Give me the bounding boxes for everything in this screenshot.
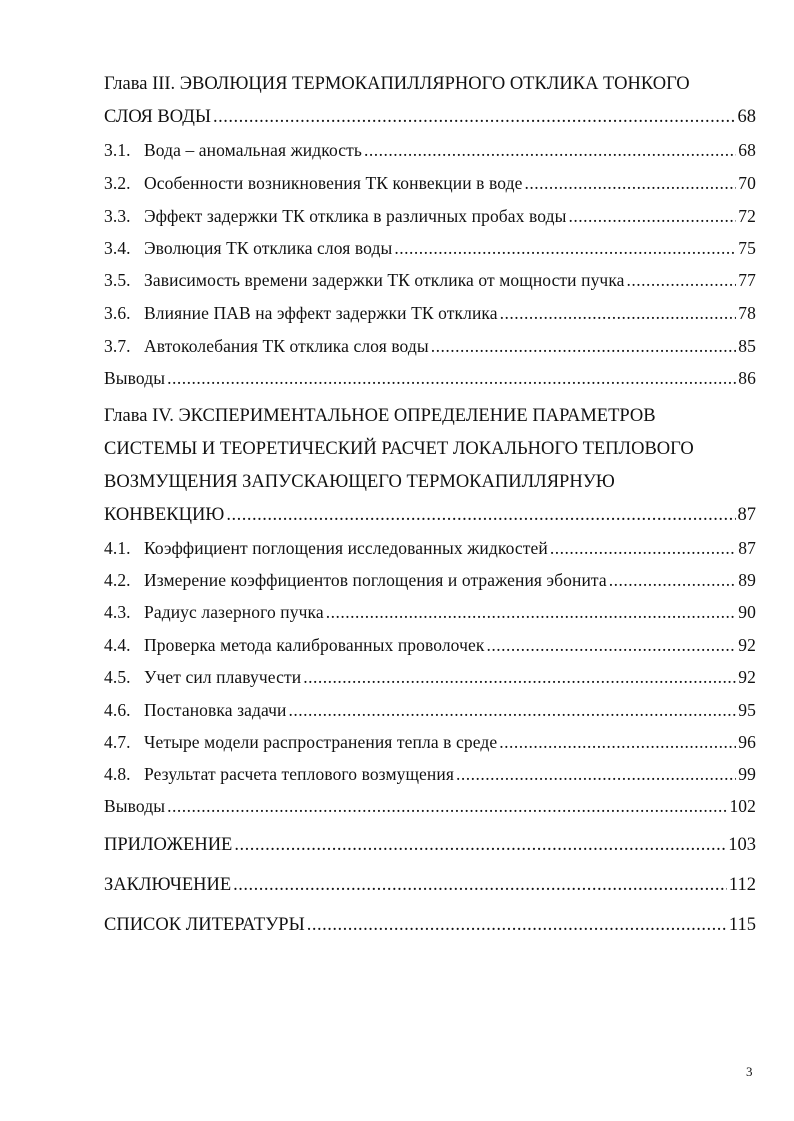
- page-ref: 103: [728, 835, 756, 855]
- section-number: 4.5.: [104, 667, 131, 687]
- dot-leader: [486, 634, 736, 656]
- toc-entry: [104, 537, 756, 559]
- toc-entry-conclusions: [104, 795, 756, 817]
- section-title: Эффект задержки ТК отклика в различных пробах воды: [144, 206, 567, 226]
- page-ref: 115: [728, 915, 756, 935]
- dot-leader: [226, 504, 735, 526]
- page-ref: 68: [738, 140, 756, 160]
- toc-entry: [104, 269, 756, 291]
- dot-leader: [307, 914, 727, 936]
- dot-leader: [609, 569, 737, 591]
- toc-entry: [104, 569, 756, 591]
- section-title: ЗАКЛЮЧЕНИЕ: [104, 875, 232, 895]
- section-number: 3.7.: [104, 336, 131, 356]
- toc-entry: [104, 335, 756, 357]
- section-title: Измерение коэффициентов поглощения и отражения эбонита: [144, 570, 607, 590]
- page-ref: 96: [738, 732, 756, 752]
- toc-entry: [104, 205, 756, 227]
- section-title: Влияние ПАВ на эффект задержки ТК отклика: [144, 303, 498, 323]
- dot-leader: [568, 205, 736, 227]
- toc-entry: [104, 666, 756, 688]
- section-number: 3.6.: [104, 303, 131, 323]
- toc-entry: [104, 731, 756, 753]
- dot-leader: [167, 367, 736, 389]
- section-title: Четыре модели распространения тепла в среде: [144, 732, 498, 752]
- page-ref: 112: [728, 875, 756, 895]
- section-title: Выводы: [104, 796, 166, 816]
- section-number: 4.3.: [104, 602, 131, 622]
- toc-entry: [104, 699, 756, 721]
- section-number: 4.6.: [104, 700, 131, 720]
- dot-leader: [550, 537, 736, 559]
- section-title: Радиус лазерного пучка: [144, 602, 324, 622]
- dot-leader: [326, 601, 737, 623]
- page-ref: 90: [738, 602, 756, 622]
- section-title: Выводы: [104, 368, 166, 388]
- section-number: 4.1.: [104, 538, 131, 558]
- chapter-4-title: Глава IV. ЭКСПЕРИМЕНТАЛЬНОЕ ОПРЕДЕЛЕНИЕ ПАРАМЕТРОВ: [104, 406, 656, 426]
- page-ref: 87: [737, 505, 756, 525]
- page-ref: 77: [738, 270, 756, 290]
- section-number: 3.3.: [104, 206, 131, 226]
- chapter-4-title-line3: ВОЗМУЩЕНИЯ ЗАПУСКАЮЩЕГО ТЕРМОКАПИЛЛЯРНУЮ: [104, 472, 615, 492]
- chapter-4-title-cont: КОНВЕКЦИЮ: [104, 505, 225, 525]
- page-ref: 75: [738, 238, 756, 258]
- section-number: 3.4.: [104, 238, 131, 258]
- dot-leader: [394, 237, 736, 259]
- toc-entry: [104, 302, 756, 324]
- dot-leader: [364, 139, 736, 161]
- section-title: Проверка метода калиброванных проволочек: [144, 635, 485, 655]
- section-number: 4.8.: [104, 764, 131, 784]
- toc-entry: [104, 172, 756, 194]
- section-title: Учет сил плавучести: [144, 667, 302, 687]
- section-title: Особенности возникновения ТК конвекции в воде: [144, 173, 523, 193]
- page-ref: 72: [738, 206, 756, 226]
- page-ref: 89: [738, 570, 756, 590]
- section-title: Коэффициент поглощения исследованных жидкостей: [144, 538, 548, 558]
- chapter-3-entry: [104, 106, 756, 128]
- page-number: 3: [746, 1064, 753, 1079]
- toc-entry: [104, 601, 756, 623]
- section-title: Эволюция ТК отклика слоя воды: [144, 238, 393, 258]
- chapter-3-title: Глава III. ЭВОЛЮЦИЯ ТЕРМОКАПИЛЛЯРНОГО ОТКЛИКА ТОНКОГО: [104, 74, 690, 94]
- dot-leader: [167, 795, 727, 817]
- dot-leader: [524, 172, 736, 194]
- dot-leader: [289, 699, 737, 721]
- page-ref: 92: [738, 667, 756, 687]
- toc-entry-references: [104, 914, 756, 936]
- section-number: 4.2.: [104, 570, 131, 590]
- page-ref: 78: [738, 303, 756, 323]
- toc-entry-conclusions: [104, 367, 756, 389]
- toc-entry-appendix: [104, 834, 756, 856]
- section-title: ПРИЛОЖЕНИЕ: [104, 835, 233, 855]
- section-number: 4.4.: [104, 635, 131, 655]
- page-ref: 68: [737, 107, 756, 127]
- section-title: Автоколебания ТК отклика слоя воды: [144, 336, 429, 356]
- toc-entry: [104, 763, 756, 785]
- page-ref: 86: [738, 368, 756, 388]
- chapter-3-title-cont: СЛОЯ ВОДЫ: [104, 107, 211, 127]
- section-number: 3.1.: [104, 140, 131, 160]
- dot-leader: [213, 106, 736, 128]
- page-ref: 85: [738, 336, 756, 356]
- page-ref: 92: [738, 635, 756, 655]
- page-ref: 99: [738, 764, 756, 784]
- dot-leader: [500, 302, 737, 324]
- section-number: 4.7.: [104, 732, 131, 752]
- section-title: СПИСОК ЛИТЕРАТУРЫ: [104, 915, 305, 935]
- page-ref: 95: [738, 700, 756, 720]
- section-number: 3.5.: [104, 270, 131, 290]
- page-ref: 87: [738, 538, 756, 558]
- section-title: Результат расчета теплового возмущения: [144, 764, 454, 784]
- dot-leader: [431, 335, 737, 357]
- dot-leader: [499, 731, 736, 753]
- dot-leader: [234, 834, 726, 856]
- toc-entry: [104, 139, 756, 161]
- page-ref: 70: [738, 173, 756, 193]
- page-ref: 102: [729, 796, 756, 816]
- dot-leader: [303, 666, 736, 688]
- section-title: Вода – аномальная жидкость: [144, 140, 362, 160]
- toc-entry: [104, 634, 756, 656]
- section-number: 3.2.: [104, 173, 131, 193]
- chapter-4-title-line2: СИСТЕМЫ И ТЕОРЕТИЧЕСКИЙ РАСЧЕТ ЛОКАЛЬНОГО ТЕПЛОВОГО: [104, 439, 694, 459]
- section-title: Постановка задачи: [144, 700, 287, 720]
- chapter-4-entry: [104, 504, 756, 526]
- dot-leader: [456, 763, 736, 785]
- section-title: Зависимость времени задержки ТК отклика от мощности пучка: [144, 270, 625, 290]
- dot-leader: [627, 269, 737, 291]
- dot-leader: [233, 874, 727, 896]
- toc-entry: [104, 237, 756, 259]
- toc-entry-conclusion: [104, 874, 756, 896]
